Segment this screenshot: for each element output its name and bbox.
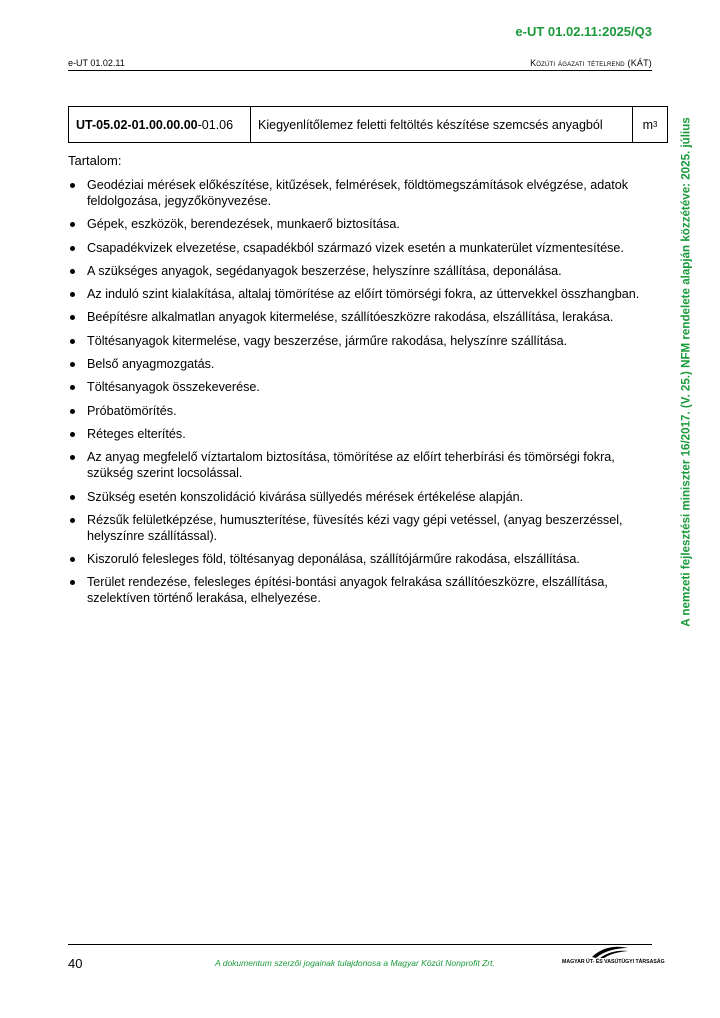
list-item: Az induló szint kialakítása, altalaj tömörítése az előírt tömörségi fokra, az úttervekkel összhangban. xyxy=(68,286,648,302)
item-code-main: UT-05.02-01.00.00.00 xyxy=(76,117,198,132)
list-item: Rézsűk felületképzése, humuszterítése, füvesítés kézi vagy gépi vetéssel, (anyag beszerzéssel, helyszínre szállítással). xyxy=(68,512,648,544)
side-publication-text: A nemzeti fejlesztési miniszter 16/2017. (V. 25.) NFM rendelete alapján közzétéve: 2025. július xyxy=(679,117,693,627)
list-item: Kiszoruló felesleges föld, töltésanyag deponálása, szállítójárműre rakodása, elszállítása. xyxy=(68,551,648,567)
list-item: Az anyag megfelelő víztartalom biztosítása, tömörítése az előírt teherbírási és tömörségi fokra, szükség szerint locsolással. xyxy=(68,449,648,481)
list-item: A szükséges anyagok, segédanyagok beszerzése, helyszínre szállítása, deponálása. xyxy=(68,263,648,279)
list-item: Terület rendezése, felesleges építési-bontási anyagok felrakása szállítóeszközre, elszállítása, szelektíven történő lerakása, elhelyezése. xyxy=(68,574,648,606)
list-item: Próbatömörítés. xyxy=(68,403,648,419)
header-left-code: e-UT 01.02.11 xyxy=(68,58,125,68)
list-item: Belső anyagmozgatás. xyxy=(68,356,648,372)
company-logo xyxy=(562,945,665,971)
item-code-suffix: -01.06 xyxy=(197,117,234,132)
item-unit: m xyxy=(642,117,653,132)
item-description: Kiegyenlítőlemez feletti feltöltés készítése szemcsés anyagból xyxy=(258,117,603,132)
list-item: Csapadékvizek elvezetése, csapadékból származó vizek esetén a munkaterület vízmentesítése. xyxy=(68,240,648,256)
list-item: Töltésanyagok kitermelése, vagy beszerzése, járműre rakodása, helyszínre szállítása. xyxy=(68,333,648,349)
road-swoosh-icon xyxy=(590,945,630,959)
content-label: Tartalom: xyxy=(68,153,122,168)
list-item: Réteges elterítés. xyxy=(68,426,648,442)
list-item: Gépek, eszközök, berendezések, munkaerő biztosítása. xyxy=(68,216,648,232)
header-right-title: Közúti ágazati tételrend (KÁT) xyxy=(530,58,652,68)
item-unit-cell: m 3 xyxy=(642,117,658,132)
header-divider xyxy=(68,70,652,71)
item-table xyxy=(68,106,668,143)
list-item: Geodéziai mérések előkészítése, kitűzések, felmérések, földtömegszámítások elvégzése, adatok feldolgozása, jegyzőkönyvezése. xyxy=(68,177,648,209)
item-description-cell xyxy=(251,107,633,142)
copyright-notice: A dokumentum szerzői jogainak tulajdonosa a Magyar Közút Nonprofit Zrt. xyxy=(215,958,495,968)
item-code-cell xyxy=(69,107,251,142)
page-number: 40 xyxy=(68,956,83,971)
list-item: Beépítésre alkalmatlan anyagok kitermelése, szállítóeszközre rakodása, elszállítása, lerakása. xyxy=(68,309,648,325)
document-code: e-UT 01.02.11:2025/Q3 xyxy=(515,24,652,39)
content-list xyxy=(68,177,648,614)
logo-text: MAGYAR ÚT- ÉS VASÚTÜGYI TÁRSASÁG xyxy=(562,959,665,965)
list-item: Szükség esetén konszolidáció kivárása süllyedés mérések értékelése alapján. xyxy=(68,489,648,505)
list-item: Töltésanyagok összekeverése. xyxy=(68,379,648,395)
